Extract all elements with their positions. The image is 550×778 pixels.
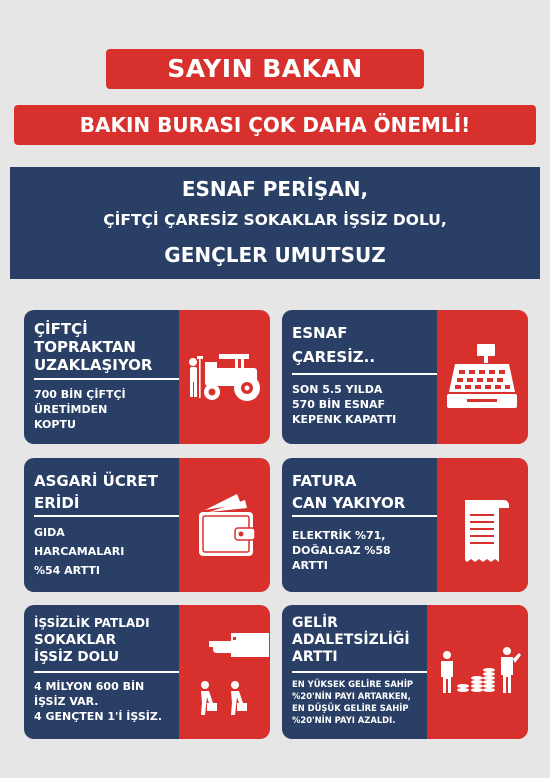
- card-body: [34, 523, 175, 580]
- heading-line: İŞSİZ DOLU: [34, 649, 120, 665]
- card-heading: [34, 472, 173, 512]
- heading-line: ÇARESİZ..: [292, 348, 376, 366]
- receipt-icon: [437, 458, 528, 592]
- card-heading: [292, 615, 421, 666]
- heading-line: ESNAF: [292, 324, 348, 342]
- divider: [292, 373, 445, 375]
- card-text-panel: [282, 310, 437, 444]
- card-heading: [34, 615, 173, 666]
- card-icon-panel: [179, 458, 270, 592]
- card-heading: [292, 324, 431, 366]
- card-heading: [34, 320, 173, 374]
- card-text-panel: [24, 310, 179, 444]
- body-line: EN DÜŞÜK GELİRE SAHİP: [292, 703, 409, 713]
- summary-line-3: GENÇLER UMUTSUZ: [164, 243, 386, 267]
- cash-register-icon: [437, 310, 528, 444]
- card-farmers: [24, 310, 270, 444]
- card-text-panel: [24, 605, 179, 739]
- heading-line: ASGARİ ÜCRET: [34, 472, 158, 490]
- card-body: [34, 387, 175, 432]
- body-line: %20'NİN PAYI AZALDI.: [292, 715, 396, 725]
- body-line: DOĞALGAZ %58: [292, 544, 391, 557]
- card-body: [292, 678, 423, 726]
- body-line: İŞSİZ VAR.: [34, 695, 99, 708]
- body-line: HARCAMALARI: [34, 545, 125, 558]
- card-income-inequality: [282, 605, 528, 739]
- body-line: 4 GENÇTEN 1'İ İŞSİZ.: [34, 710, 162, 723]
- body-line: SON 5.5 YILDA: [292, 383, 383, 396]
- heading-line: ARTTI: [292, 649, 338, 665]
- heading-line: FATURA: [292, 472, 357, 490]
- wallet-icon: [179, 458, 270, 592]
- heading-line: ADALETSİZLİĞİ: [292, 632, 410, 648]
- heading-line: UZAKLAŞIYOR: [34, 356, 153, 374]
- body-line: ÜRETİMDEN: [34, 403, 108, 416]
- divider: [292, 515, 445, 517]
- card-icon-panel: [179, 605, 270, 739]
- card-bills: [282, 458, 528, 592]
- body-line: KOPTU: [34, 418, 76, 431]
- card-text-panel: [282, 605, 427, 739]
- card-icon-panel: [427, 605, 528, 739]
- card-icon-panel: [179, 310, 270, 444]
- body-line: %20'NİN PAYI ARTARKEN,: [292, 691, 411, 701]
- divider: [34, 515, 187, 517]
- card-tradesmen: [282, 310, 528, 444]
- heading-line: ERİDİ: [34, 494, 80, 512]
- summary-line-2: ÇİFTÇİ ÇARESİZ SOKAKLAR İŞSİZ DOLU,: [103, 211, 447, 229]
- farmer-tractor-icon: [179, 310, 270, 444]
- body-line: %54 ARTTI: [34, 564, 100, 577]
- unemployed-people-icon: [179, 605, 270, 739]
- body-line: 4 MİLYON 600 BİN: [34, 680, 145, 693]
- heading-line: TOPRAKTAN: [34, 338, 136, 356]
- summary-block: [10, 167, 540, 279]
- poster-subtitle: BAKIN BURASI ÇOK DAHA ÖNEMLİ!: [14, 105, 536, 145]
- body-line: 570 BİN ESNAF: [292, 398, 385, 411]
- body-line: KEPENK KAPATTI: [292, 413, 397, 426]
- body-line: GIDA: [34, 526, 65, 539]
- card-body: [292, 528, 433, 573]
- heading-line: İŞSİZLİK PATLADI: [34, 616, 150, 630]
- card-minimum-wage: [24, 458, 270, 592]
- heading-line: CAN YAKIYOR: [292, 494, 406, 512]
- income-inequality-icon: [427, 605, 528, 739]
- body-line: EN YÜKSEK GELİRE SAHİP: [292, 679, 414, 689]
- card-body: [34, 679, 175, 724]
- divider: [34, 378, 187, 380]
- heading-line: SOKAKLAR: [34, 632, 117, 648]
- body-line: 700 BİN ÇİFTÇİ: [34, 388, 126, 401]
- divider: [34, 671, 187, 673]
- card-heading: [292, 472, 431, 512]
- card-unemployment: [24, 605, 270, 739]
- card-body: [292, 382, 433, 427]
- body-line: ELEKTRİK %71,: [292, 529, 386, 542]
- body-line: ARTTI: [292, 559, 328, 572]
- heading-line: GELİR: [292, 615, 338, 631]
- summary-line-1: ESNAF PERİŞAN,: [181, 177, 369, 201]
- card-icon-panel: [437, 310, 528, 444]
- poster-title: SAYIN BAKAN: [106, 49, 424, 89]
- card-icon-panel: [437, 458, 528, 592]
- card-text-panel: [282, 458, 437, 592]
- heading-line: ÇİFTÇİ: [34, 320, 88, 338]
- card-text-panel: [24, 458, 179, 592]
- divider: [292, 671, 435, 673]
